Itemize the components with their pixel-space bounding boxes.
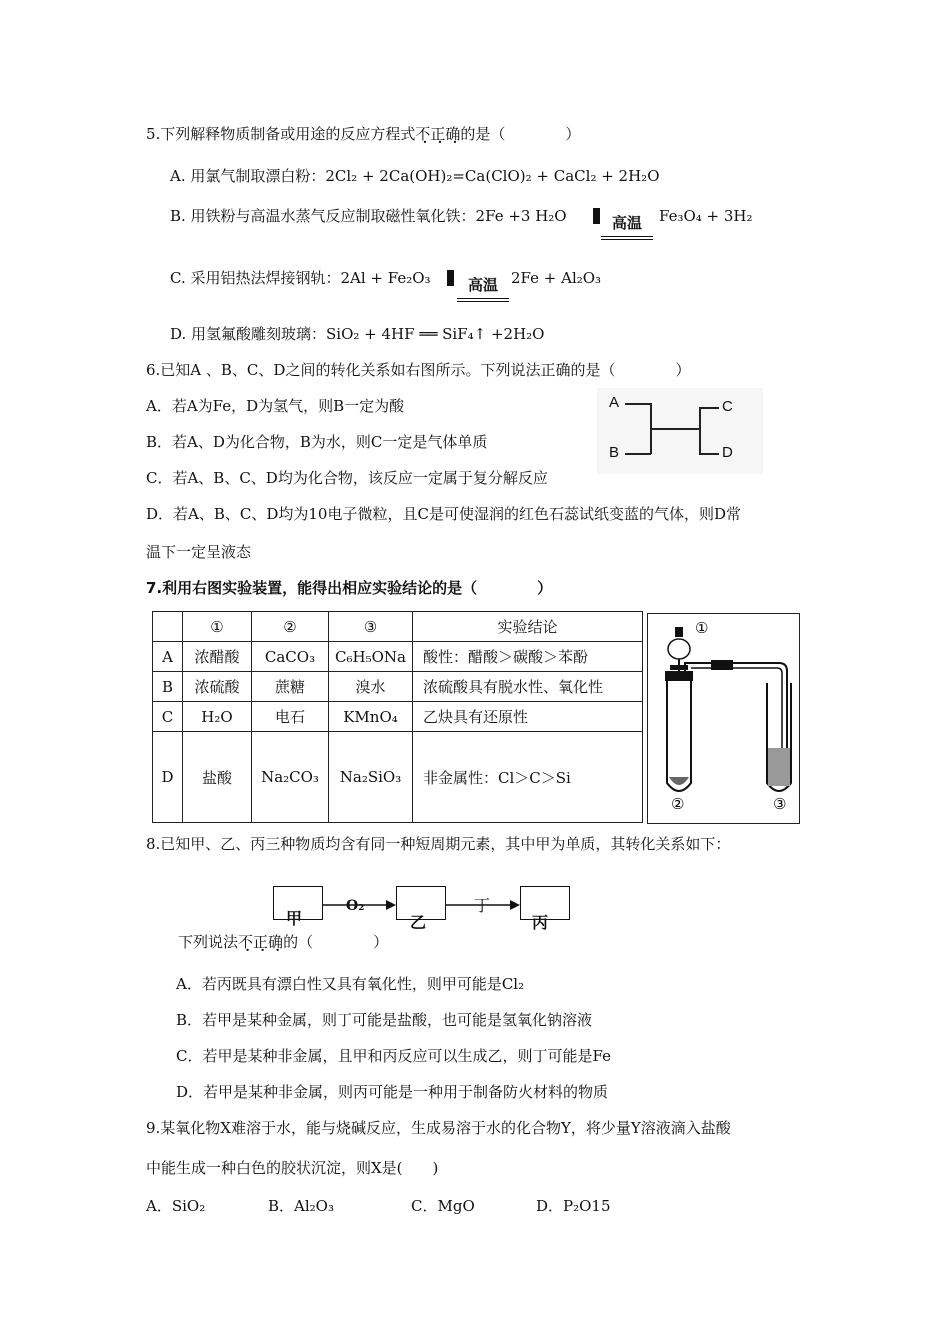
q5-option-d: D. 用氢氟酸雕刻玻璃：SiO₂ + 4HF ══ SiF₄↑ +2H₂O	[170, 325, 545, 343]
table-cell: 乙炔具有还原性	[413, 702, 643, 732]
table-cell: 浓硫酸	[183, 672, 252, 702]
diagram-line	[699, 407, 701, 454]
q5-option-a: A. 用氯气制取漂白粉：2Cl₂ + 2Ca(OH)₂=Ca(ClO)₂ + CaCl₂ + 2H₂O	[170, 167, 660, 185]
table-header: ①	[183, 612, 252, 642]
q9-option-b: B．Al₂O₃	[268, 1197, 334, 1215]
flow-label-bing: 丙	[532, 913, 549, 932]
table-cell: C	[153, 702, 183, 732]
apparatus-label-3: ③	[773, 795, 787, 813]
table-row	[153, 672, 643, 702]
table-cell: 非金属性：Cl＞C＞Si	[413, 732, 643, 823]
q9-option-c: C．MgO	[411, 1197, 475, 1215]
table-cell: 浓硫酸具有脱水性、氧化性	[413, 672, 643, 702]
table-cell: 电石	[252, 702, 329, 732]
table-cell: B	[153, 672, 183, 702]
q8-option-a: A．若丙既具有漂白性又具有氧化性，则甲可能是Cl₂	[176, 975, 525, 993]
table-header: 实验结论	[413, 612, 643, 642]
q8-stem: 8.已知甲、乙、丙三种物质均含有同一种短周期元素，其中甲为单质，其转化关系如下：	[146, 835, 731, 853]
reaction-diagram	[597, 388, 763, 474]
q6-stem: 6.已知A 、B、C、D之间的转化关系如右图所示。下列说法正确的是（ ）	[146, 361, 691, 379]
q5-option-b: B. 用铁粉与高温水蒸气反应制取磁性氧化铁：2Fe +3 H₂O	[170, 207, 567, 225]
diagram-line	[699, 453, 719, 455]
diagram-label-c: C	[722, 398, 733, 415]
flow-label-yi: 乙	[410, 913, 427, 932]
table-cell: 盐酸	[183, 732, 252, 823]
q8-option-c: C．若甲是某种非金属，且甲和丙反应可以生成乙，则丁可能是Fe	[176, 1047, 611, 1065]
table-header-row	[153, 612, 643, 642]
diagram-label-d: D	[722, 444, 733, 461]
table-row	[153, 732, 643, 823]
condition-high-temp: 高温	[601, 212, 653, 240]
q6-option-d-cont: 温下一定呈液态	[146, 543, 252, 561]
experiment-apparatus	[647, 613, 800, 824]
q5-option-c-product: 2Fe + Al₂O₃	[511, 269, 602, 287]
q5-option-b-product: Fe₃O₄ + 3H₂	[659, 207, 753, 225]
q5-stem: 5.下列解释物质制备或用途的反应方程式不正确的是（ ）	[146, 125, 581, 143]
q7-table	[152, 611, 643, 823]
table-header: ②	[252, 612, 329, 642]
q8-option-b: B．若甲是某种金属，则丁可能是盐酸，也可能是氢氧化钠溶液	[176, 1011, 593, 1029]
q6-option-c: C．若A、B、C、D均为化合物，该反应一定属于复分解反应	[146, 469, 548, 487]
q6-option-a: A．若A为Fe，D为氢气，则B一定为酸	[146, 397, 405, 415]
apparatus-drawing	[647, 613, 800, 824]
apparatus-label-2: ②	[671, 795, 685, 813]
table-cell: 酸性：醋酸＞碳酸＞苯酚	[413, 642, 643, 672]
table-header: ③	[329, 612, 413, 642]
q6-option-b: B．若A、D为化合物，B为水，则C一定是气体单质	[146, 433, 488, 451]
table-cell: Na₂SiO₃	[329, 732, 413, 823]
diagram-line	[650, 428, 700, 430]
diagram-line	[699, 407, 719, 409]
table-cell: 溴水	[329, 672, 413, 702]
table-row	[153, 642, 643, 672]
black-block-icon	[447, 270, 454, 286]
q8-prompt: 下列说法不正确的（ ）	[178, 933, 389, 951]
table-cell: H₂O	[183, 702, 252, 732]
q5-option-c: C. 采用铝热法焊接钢轨：2Al + Fe₂O₃	[170, 269, 431, 287]
diagram-label-a: A	[609, 394, 620, 411]
table-cell: Na₂CO₃	[252, 732, 329, 823]
diagram-label-b: B	[609, 444, 620, 461]
q9-stem: 9.某氧化物X难溶于水，能与烧碱反应，生成易溶于水的化合物Y，将少量Y溶液滴入盐酸	[146, 1119, 731, 1137]
q6-option-d: D．若A、B、C、D均为10电子微粒，且C是可使湿润的红色石蕊试纸变蓝的气体，则D常	[146, 505, 741, 523]
table-cell: A	[153, 642, 183, 672]
flow-label-jia: 甲	[286, 909, 303, 928]
flow-label-ding: 丁	[474, 896, 491, 915]
q9-stem-cont: 中能生成一种白色的胶状沉淀，则X是( )	[146, 1159, 439, 1177]
q7-stem: 7.利用右图实验装置，能得出相应实验结论的是（ ）	[146, 579, 553, 597]
diagram-line	[625, 453, 651, 455]
q9-option-d: D．P₂O15	[536, 1197, 611, 1215]
flow-label-o2: O₂	[346, 898, 365, 914]
table-header	[153, 612, 183, 642]
table-cell: 浓醋酸	[183, 642, 252, 672]
condition-high-temp: 高温	[457, 274, 509, 302]
q8-option-d: D．若甲是某种非金属，则丙可能是一种用于制备防火材料的物质	[176, 1083, 609, 1101]
black-block-icon	[593, 208, 600, 224]
table-cell: C₆H₅ONa	[329, 642, 413, 672]
apparatus-label-1: ①	[695, 619, 709, 637]
table-cell: 蔗糖	[252, 672, 329, 702]
diagram-line	[625, 403, 651, 405]
table-row	[153, 702, 643, 732]
table-cell: CaCO₃	[252, 642, 329, 672]
table-cell: KMnO₄	[329, 702, 413, 732]
q9-option-a: A．SiO₂	[146, 1197, 206, 1215]
table-cell: D	[153, 732, 183, 823]
